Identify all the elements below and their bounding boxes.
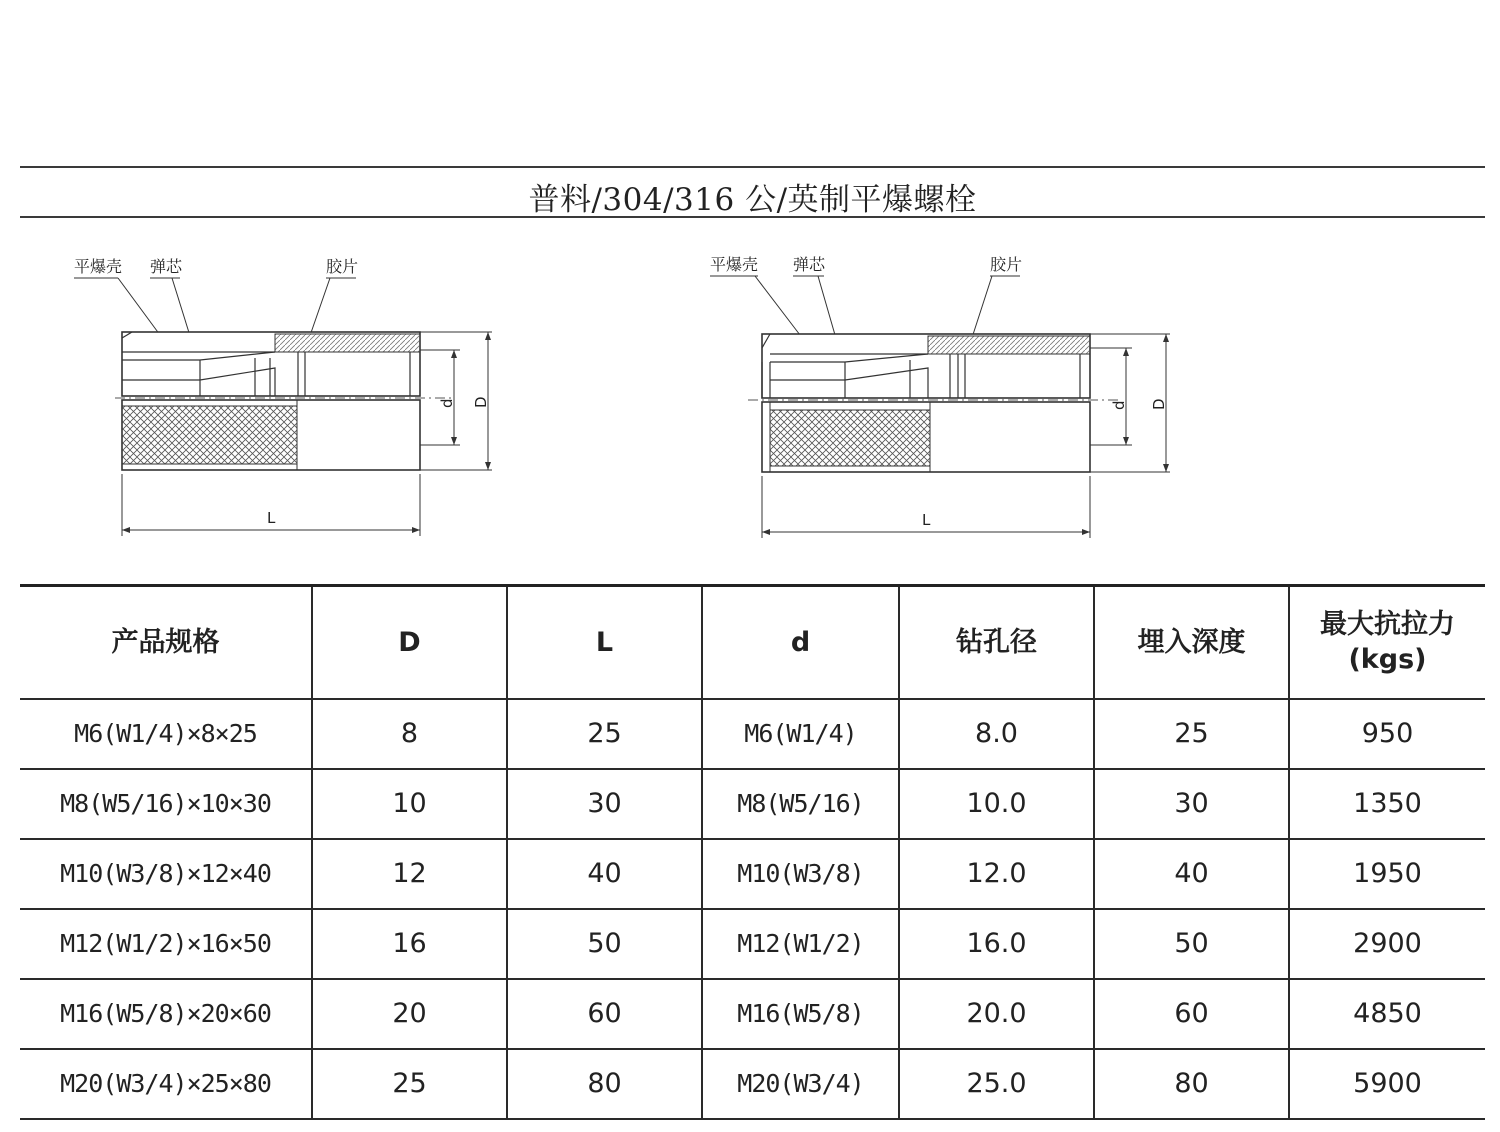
table-header-row (20, 586, 1485, 699)
drill-cell: 8.0 (899, 699, 1094, 769)
tension-cell: 4850 (1289, 979, 1485, 1049)
thread-cell: M20(W3/4) (702, 1049, 899, 1119)
tension-cell: 5900 (1289, 1049, 1485, 1119)
table-row (20, 909, 1485, 979)
D-cell: 25 (312, 1049, 507, 1119)
core-label: 弹芯 (150, 257, 183, 276)
D-cell: 12 (312, 839, 507, 909)
header-D: D (312, 586, 507, 699)
D-cell: 20 (312, 979, 507, 1049)
depth-cell: 60 (1094, 979, 1289, 1049)
drill-cell: 16.0 (899, 909, 1094, 979)
anchor-drawing-left (60, 240, 530, 545)
gasket-label: 胶片 (326, 257, 359, 276)
title-bar (20, 166, 1485, 218)
header-tension-line1: 最大抗拉力 (1320, 609, 1455, 641)
L-cell: 50 (507, 909, 702, 979)
D-cell: 10 (312, 769, 507, 839)
table-row (20, 979, 1485, 1049)
header-tension-line2: (kgs) (1348, 644, 1427, 676)
anchor-diagram-left (60, 240, 530, 545)
L-cell: 60 (507, 979, 702, 1049)
header-d: d (702, 586, 899, 699)
tension-cell: 950 (1289, 699, 1485, 769)
L-cell: 25 (507, 699, 702, 769)
L-cell: 40 (507, 839, 702, 909)
thread-cell: M10(W3/8) (702, 839, 899, 909)
header-drill: 钻孔径 (899, 586, 1094, 699)
drill-cell: 10.0 (899, 769, 1094, 839)
table-row (20, 839, 1485, 909)
header-spec: 产品规格 (20, 586, 312, 699)
depth-cell: 80 (1094, 1049, 1289, 1119)
dim-D-label: D (472, 396, 490, 408)
D-cell: 8 (312, 699, 507, 769)
spec-cell: M12(W1/2)×16×50 (20, 909, 312, 979)
D-cell: 16 (312, 909, 507, 979)
shell-label: 平爆壳 (74, 257, 123, 276)
drill-cell: 25.0 (899, 1049, 1094, 1119)
L-cell: 30 (507, 769, 702, 839)
tension-cell: 1350 (1289, 769, 1485, 839)
spec-cell: M6(W1/4)×8×25 (20, 699, 312, 769)
shell-label: 平爆壳 (710, 255, 759, 274)
dim-d-label: d (1110, 400, 1128, 410)
thread-cell: M8(W5/16) (702, 769, 899, 839)
anchor-drawing-right (700, 240, 1180, 545)
spec-table (20, 584, 1485, 1120)
dim-L-label: L (267, 509, 276, 527)
spec-cell: M16(W5/8)×20×60 (20, 979, 312, 1049)
gasket-label: 胶片 (990, 255, 1023, 274)
core-label: 弹芯 (793, 255, 826, 274)
dim-D-label: D (1150, 398, 1168, 410)
dim-L-label: L (922, 511, 931, 529)
table-row (20, 1049, 1485, 1119)
anchor-diagram-right (700, 240, 1180, 545)
L-cell: 80 (507, 1049, 702, 1119)
header-depth: 埋入深度 (1094, 586, 1289, 699)
tension-cell: 2900 (1289, 909, 1485, 979)
depth-cell: 50 (1094, 909, 1289, 979)
spec-cell: M8(W5/16)×10×30 (20, 769, 312, 839)
depth-cell: 40 (1094, 839, 1289, 909)
dim-d-label: d (438, 398, 456, 408)
tension-cell: 1950 (1289, 839, 1485, 909)
header-L: L (507, 586, 702, 699)
depth-cell: 30 (1094, 769, 1289, 839)
table-row (20, 699, 1485, 769)
spec-cell: M20(W3/4)×25×80 (20, 1049, 312, 1119)
drill-cell: 20.0 (899, 979, 1094, 1049)
header-tension (1289, 586, 1485, 699)
table-row (20, 769, 1485, 839)
spec-table-body (20, 699, 1485, 1119)
page-title: 普料/304/316 公/英制平爆螺栓 (528, 182, 977, 218)
thread-cell: M12(W1/2) (702, 909, 899, 979)
thread-cell: M6(W1/4) (702, 699, 899, 769)
depth-cell: 25 (1094, 699, 1289, 769)
spec-cell: M10(W3/8)×12×40 (20, 839, 312, 909)
thread-cell: M16(W5/8) (702, 979, 899, 1049)
drill-cell: 12.0 (899, 839, 1094, 909)
